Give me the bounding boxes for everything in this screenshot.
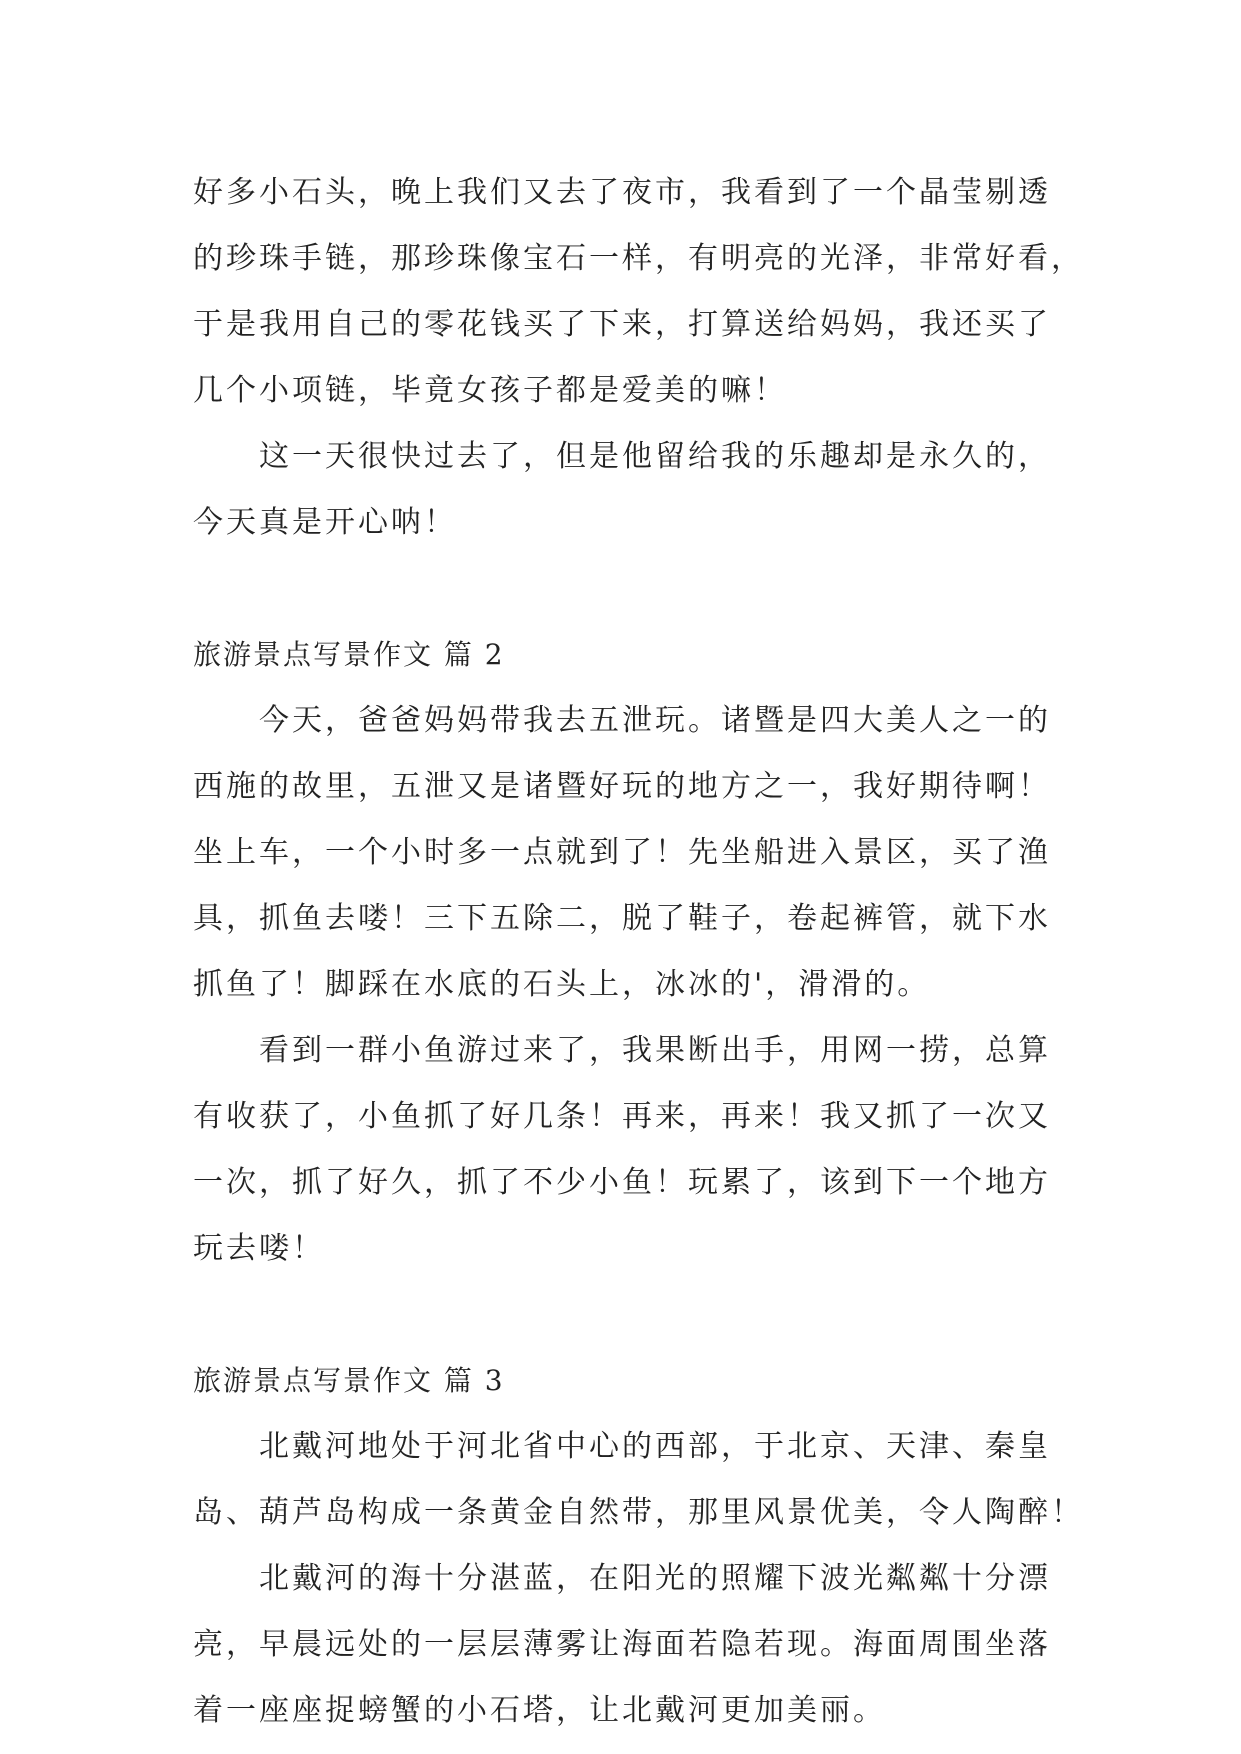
text-line: 坐上车，一个小时多一点就到了！先坐船进入景区，买了渔 bbox=[193, 835, 1051, 870]
text-line: 今天真是开心呐！ bbox=[193, 505, 457, 540]
paragraph bbox=[193, 160, 1084, 424]
text-line: 的珍珠手链，那珍珠像宝石一样，有明亮的光泽，非常好看， bbox=[193, 241, 1084, 276]
section-heading: 旅游景点写景作文 篇 2 bbox=[193, 638, 505, 671]
section-heading: 旅游景点写景作文 篇 3 bbox=[193, 1364, 505, 1397]
document-body bbox=[193, 160, 1084, 1744]
text-line: 抓鱼了！脚踩在水底的石头上，冰冰的'，滑滑的。 bbox=[193, 967, 931, 1002]
text-line: 有收获了，小鱼抓了好几条！再来，再来！我又抓了一次又 bbox=[193, 1099, 1051, 1134]
text-line: 西施的故里，五泄又是诸暨好玩的地方之一，我好期待啊！ bbox=[193, 769, 1051, 804]
text-line: 岛、葫芦岛构成一条黄金自然带，那里风景优美，令人陶醉！ bbox=[193, 1495, 1084, 1530]
text-line: 今天，爸爸妈妈带我去五泄玩。诸暨是四大美人之一的 bbox=[259, 703, 1051, 738]
paragraph bbox=[193, 688, 1063, 1018]
paragraph bbox=[193, 1018, 1063, 1282]
text-line: 这一天很快过去了，但是他留给我的乐趣却是永久的， bbox=[259, 439, 1051, 474]
text-line: 一次，抓了好久，抓了不少小鱼！玩累了，该到下一个地方 bbox=[193, 1165, 1051, 1200]
section-gap bbox=[193, 556, 1063, 622]
paragraph bbox=[193, 424, 1063, 556]
text-line: 好多小石头，晚上我们又去了夜市，我看到了一个晶莹剔透 bbox=[193, 175, 1051, 210]
text-line: 于是我用自己的零花钱买了下来，打算送给妈妈，我还买了 bbox=[193, 307, 1051, 342]
section-gap bbox=[193, 1282, 1063, 1348]
text-line: 几个小项链，毕竟女孩子都是爱美的嘛！ bbox=[193, 373, 787, 408]
text-line: 北戴河地处于河北省中心的西部，于北京、天津、秦皇 bbox=[259, 1429, 1051, 1464]
text-line: 亮，早晨远处的一层层薄雾让海面若隐若现。海面周围坐落 bbox=[193, 1627, 1051, 1662]
text-line: 着一座座捉螃蟹的小石塔，让北戴河更加美丽。 bbox=[193, 1693, 886, 1728]
text-line: 玩去喽！ bbox=[193, 1231, 325, 1266]
text-line: 具，抓鱼去喽！三下五除二，脱了鞋子，卷起裤管，就下水 bbox=[193, 901, 1051, 936]
paragraph bbox=[193, 1546, 1063, 1744]
text-line: 北戴河的海十分湛蓝，在阳光的照耀下波光粼粼十分漂 bbox=[259, 1561, 1051, 1596]
paragraph bbox=[193, 1414, 1084, 1546]
text-line: 看到一群小鱼游过来了，我果断出手，用网一捞，总算 bbox=[259, 1033, 1051, 1068]
